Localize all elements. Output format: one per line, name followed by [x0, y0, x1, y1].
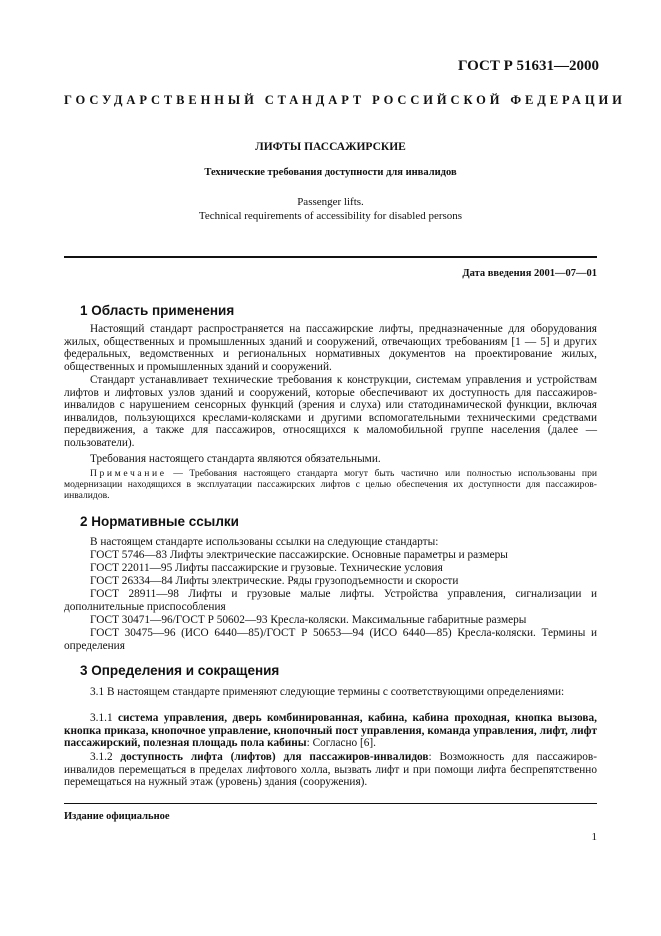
reference-item: ГОСТ 5746—83 Лифты электрические пассажирские. Основные параметры и размеры	[90, 549, 508, 561]
section-2-intro: В настоящем стандарте использованы ссылки на следующие стандарты:	[90, 536, 439, 548]
section-1-note	[64, 468, 597, 501]
english-title	[64, 195, 597, 223]
section-1-paragraph-2: Стандарт устанавливает технические требования к конструкции, системам управления и устройствам лифтов и лифтовых узлов зданий и сооружений, которые обеспечивают их доступность для пассажиров-инвалидов с нарушением сенсорных функций (зрения и слуха) или статодинамической функции, включая инвалидов, пользующихся креслами-колясками и другими вспомогательными техническими средствами передвижения, а также для пассажиров, относящихся к маломобильной группе населения (далее — пользователи).	[64, 374, 597, 449]
defined-terms: система управления, дверь комбинированная, кабина, кабина проходная, кнопка вызова, кнопка приказа, кнопочное управление, кнопочный пост управления, команда управления, лифт, лифт пассажирский, полезная площадь пола кабины	[64, 712, 597, 750]
footer-divider	[64, 803, 597, 804]
organization-title: ГОСУДАРСТВЕННЫЙ СТАНДАРТ РОССИЙСКОЙ ФЕДЕРАЦИИ	[64, 93, 626, 107]
section-2-heading: 2 Нормативные ссылки	[80, 514, 239, 529]
reference-item: ГОСТ 30475—96 (ИСО 6440—85)/ГОСТ Р 50653—94 (ИСО 6440—85) Кресла-коляски. Термины и определения	[64, 627, 597, 652]
english-title-line-2: Technical requirements of accessibility for disabled persons	[198, 210, 463, 222]
edition-label: Издание официальное	[64, 811, 170, 822]
document-code: ГОСТ Р 51631—2000	[457, 58, 599, 74]
section-1-paragraph-1: Настоящий стандарт распространяется на пассажирские лифты, предназначенные для оборудования жилых, общественных и промышленных зданий и сооружений, отвечающих требованиям [1 — 5] и других федеральных, ведомственных и региональных нормативных документов на проектирование жилых, общественных и промышленных зданий и сооружений.	[64, 323, 597, 373]
reference-item: ГОСТ 22011—95 Лифты пассажирские и грузовые. Технические условия	[90, 562, 443, 574]
english-title-line-1: Passenger lifts.	[297, 196, 364, 208]
note-label: Примечание	[90, 468, 167, 479]
section-1-heading: 1 Область применения	[80, 303, 235, 318]
section-3-heading: 3 Определения и сокращения	[80, 663, 280, 678]
reference-item: ГОСТ 26334—84 Лифты электрические. Ряды грузоподъемности и скорости	[90, 575, 459, 587]
clause-number: 3.1.1	[90, 712, 118, 724]
section-3-paragraph-3	[64, 751, 597, 789]
note-text: — Требования настоящего стандарта могут быть частично или полностью использованы при модернизации находящихся в эксплуатации пассажирских лифтов с целью обеспечения их доступности для пассажиров-инвалидов.	[64, 468, 597, 501]
introduction-date: Дата введения 2001—07—01	[462, 268, 597, 279]
section-3-paragraph-2	[64, 712, 597, 750]
defined-term: доступность лифта (лифтов) для пассажиров-инвалидов	[120, 751, 429, 763]
document-subtitle: Технические требования доступности для инвалидов	[204, 167, 457, 178]
reference-item: ГОСТ 28911—98 Лифты и грузовые малые лифты. Устройства управления, сигнализации и дополнительные приспособления	[64, 588, 597, 613]
clause-text: : Согласно [6].	[306, 737, 377, 750]
section-1-paragraph-3: Требования настоящего стандарта являются обязательными.	[90, 453, 381, 465]
section-3-paragraph-1: 3.1 В настоящем стандарте применяют следующие термины с соответствующими определениями:	[90, 686, 565, 698]
clause-number: 3.1.2	[90, 751, 121, 763]
header-divider	[64, 256, 597, 258]
page-number: 1	[591, 831, 597, 843]
document-title: ЛИФТЫ ПАССАЖИРСКИЕ	[255, 141, 406, 153]
reference-item: ГОСТ 30471—96/ГОСТ Р 50602—93 Кресла-коляски. Максимальные габаритные размеры	[90, 614, 527, 626]
clause-text: : Возможность для пассажиров-инвалидов перемещаться в пределах лифтового холла, вызвать лифт и при помощи лифта беспрепятственно перемещаться на нужный этаж (уровень) здания (сооружения).	[64, 751, 597, 789]
